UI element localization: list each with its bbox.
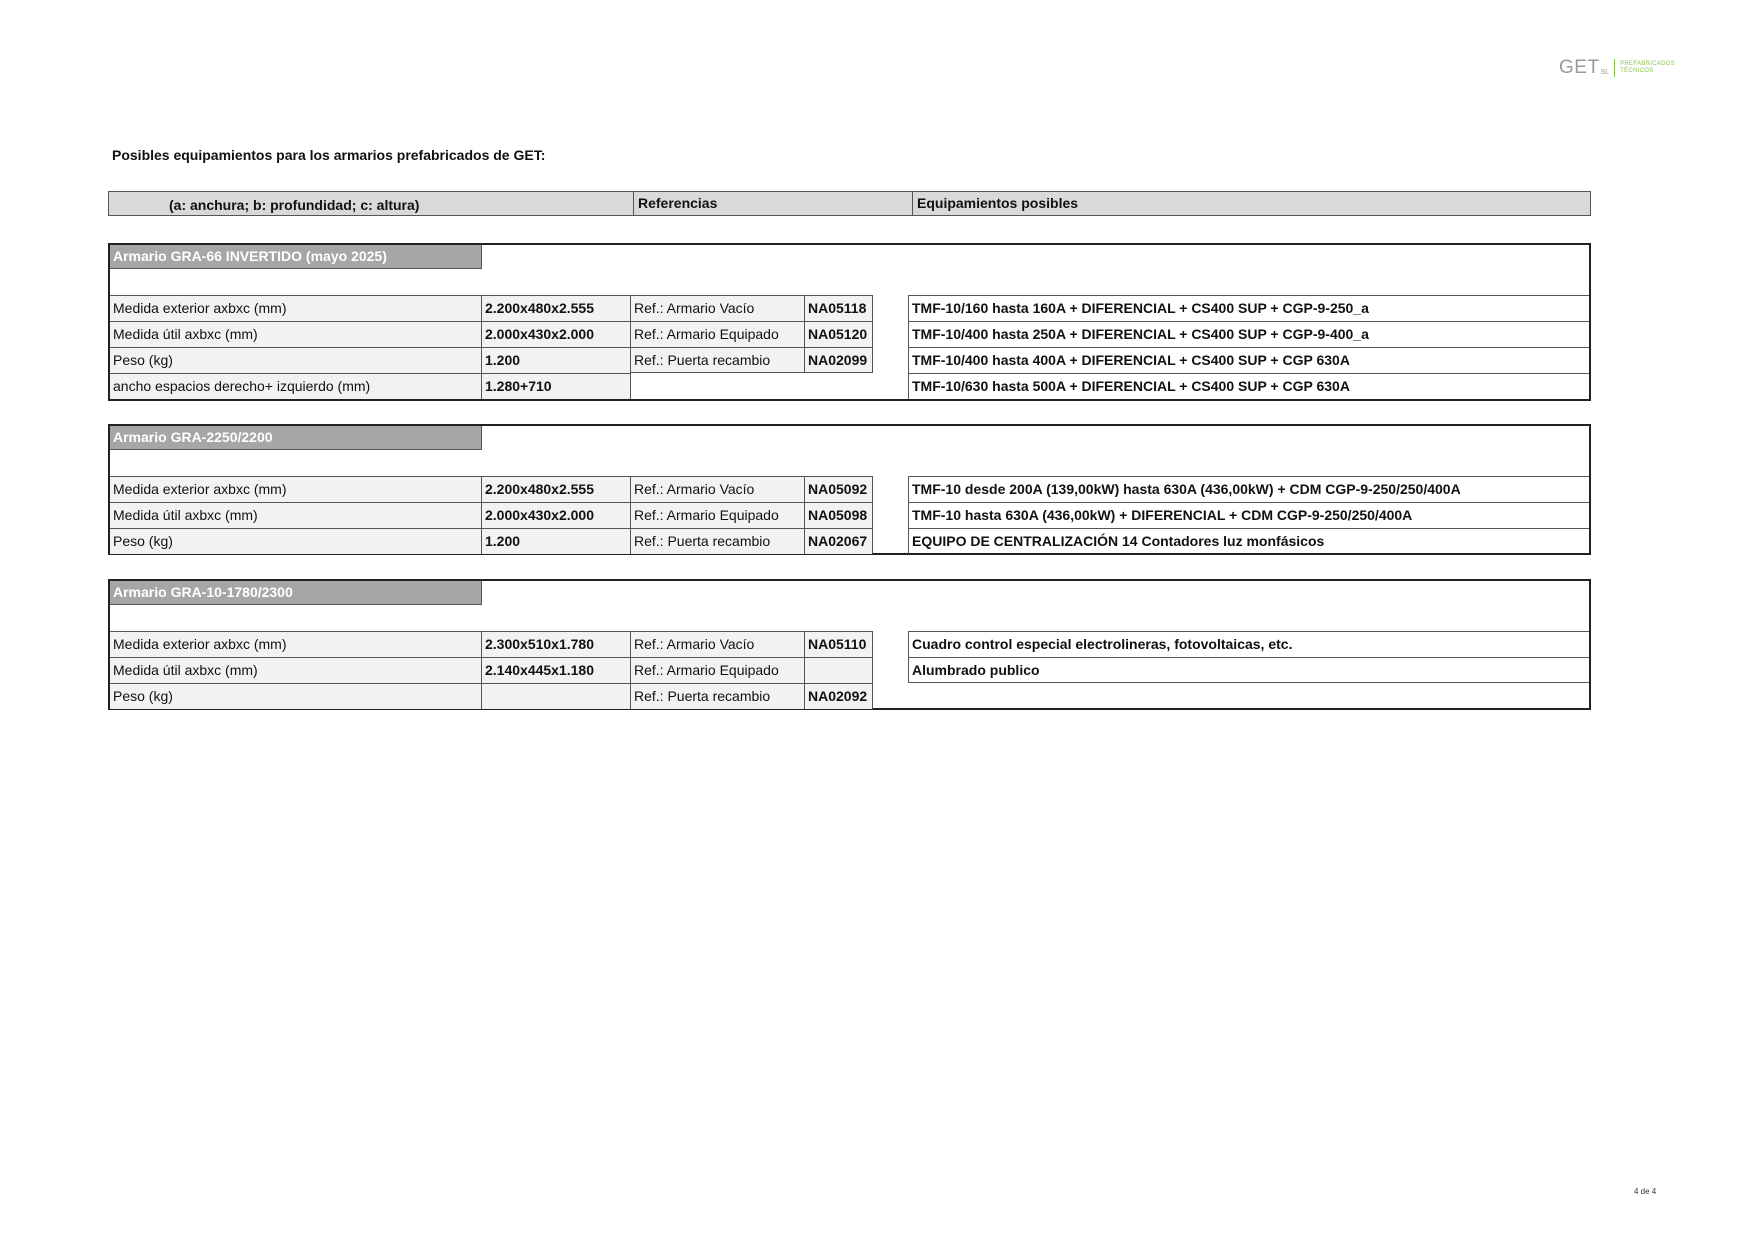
page-number: 4 de 4 — [1634, 1187, 1657, 1196]
equipment-text: TMF-10 desde 200A (139,00kW) hasta 630A (436,00kW) + CDM CGP-9-250/250/400A — [908, 476, 1589, 502]
equipment-text: TMF-10/630 hasta 500A + DIFERENCIAL + CS400 SUP + CGP 630A — [908, 373, 1589, 399]
ref-label: Ref.: Armario Vacío — [631, 295, 805, 321]
logo-tagline-line1: PREFABRICADOS — [1620, 61, 1676, 67]
logo-tagline-line2: TÉCNICOS — [1620, 68, 1654, 74]
equipment-text: TMF-10/160 hasta 160A + DIFERENCIAL + CS400 SUP + CGP-9-250_a — [908, 295, 1589, 321]
section-title: Armario GRA-10-1780/2300 — [110, 581, 482, 605]
equipment-text: EQUIPO DE CENTRALIZACIÓN 14 Contadores luz monfásicos — [908, 528, 1589, 554]
page-title: Posibles equipamientos para los armarios prefabricados de GET: — [112, 147, 546, 163]
ref-label: Ref.: Armario Vacío — [631, 476, 805, 502]
section-gra-66 — [108, 243, 1591, 401]
equipment-text: TMF-10/400 hasta 400A + DIFERENCIAL + CS400 SUP + CGP 630A — [908, 347, 1589, 373]
ref-label: Ref.: Armario Equipado — [631, 657, 805, 683]
logo-tagline — [1620, 61, 1675, 75]
header-references: Referencias — [633, 192, 717, 215]
row-value: 1.200 — [482, 528, 631, 554]
row-label: Medida exterior axbxc (mm) — [110, 295, 482, 321]
ref-code: NA05120 — [805, 321, 873, 347]
equipment-text: TMF-10 hasta 630A (436,00kW) + DIFERENCIAL + CDM CGP-9-250/250/400A — [908, 502, 1589, 528]
ref-label: Ref.: Puerta recambio — [631, 347, 805, 373]
company-logo — [1559, 57, 1675, 79]
row-label: Medida útil axbxc (mm) — [110, 321, 482, 347]
row-value: 1.200 — [482, 347, 631, 373]
row-value: 2.000x430x2.000 — [482, 321, 631, 347]
row-value: 2.200x480x2.555 — [482, 476, 631, 502]
row-label: ancho espacios derecho+ izquierdo (mm) — [110, 373, 482, 399]
logo-brand: GET — [1559, 57, 1600, 78]
section-gra-10 — [108, 579, 1591, 710]
row-label: Peso (kg) — [110, 528, 482, 554]
ref-code: NA02092 — [805, 683, 873, 709]
ref-code: NA05110 — [805, 631, 873, 657]
row-value — [482, 683, 631, 709]
row-value: 2.140x445x1.180 — [482, 657, 631, 683]
logo-divider — [1614, 59, 1615, 77]
ref-label: Ref.: Armario Equipado — [631, 321, 805, 347]
equipment-text: Alumbrado publico — [908, 657, 1589, 683]
row-label: Peso (kg) — [110, 683, 482, 709]
ref-code: NA05098 — [805, 502, 873, 528]
ref-code: NA02067 — [805, 528, 873, 554]
row-value: 1.280+710 — [482, 373, 631, 399]
ref-label: Ref.: Armario Equipado — [631, 502, 805, 528]
section-gra-2250 — [108, 424, 1591, 555]
row-value: 2.000x430x2.000 — [482, 502, 631, 528]
ref-code: NA02099 — [805, 347, 873, 373]
logo-suffix: SL — [1600, 68, 1610, 76]
table-header — [108, 191, 1591, 216]
ref-code: NA05092 — [805, 476, 873, 502]
equipment-text: Cuadro control especial electrolineras, fotovoltaicas, etc. — [908, 631, 1589, 657]
row-label: Medida útil axbxc (mm) — [110, 502, 482, 528]
ref-code: NA05118 — [805, 295, 873, 321]
row-value: 2.300x510x1.780 — [482, 631, 631, 657]
ref-label: Ref.: Puerta recambio — [631, 528, 805, 554]
equipment-text: TMF-10/400 hasta 250A + DIFERENCIAL + CS400 SUP + CGP-9-400_a — [908, 321, 1589, 347]
section-title: Armario GRA-2250/2200 — [110, 426, 482, 450]
header-dimensions-note: (a: anchura; b: profundidad; c: altura) — [169, 197, 420, 213]
row-label: Medida útil axbxc (mm) — [110, 657, 482, 683]
ref-label: Ref.: Puerta recambio — [631, 683, 805, 709]
section-title: Armario GRA-66 INVERTIDO (mayo 2025) — [110, 245, 482, 269]
ref-label: Ref.: Armario Vacío — [631, 631, 805, 657]
header-equipment: Equipamientos posibles — [912, 192, 1078, 215]
row-label: Peso (kg) — [110, 347, 482, 373]
row-value: 2.200x480x2.555 — [482, 295, 631, 321]
row-label: Medida exterior axbxc (mm) — [110, 631, 482, 657]
equipment-text — [908, 683, 1589, 709]
ref-code — [805, 657, 873, 683]
row-label: Medida exterior axbxc (mm) — [110, 476, 482, 502]
